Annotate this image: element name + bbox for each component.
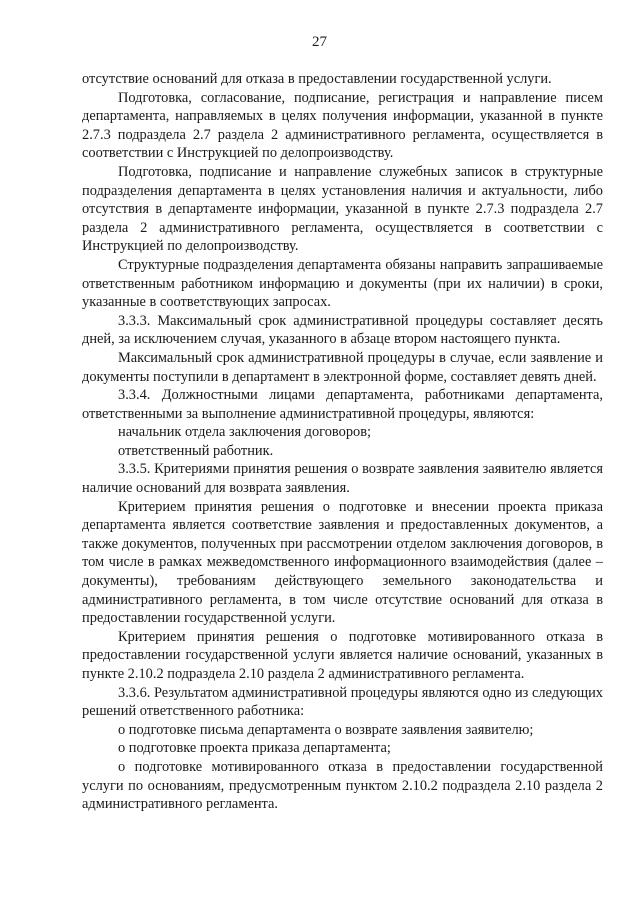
paragraph-13: 3.3.6. Результатом административной процедуры являются одно из следующих решений ответственного работника: — [82, 684, 603, 720]
paragraph-4: Структурные подразделения департамента обязаны направить запрашиваемые ответственным работником информацию и документы (при их наличии) в сроки, указанные в соответствующих запросах. — [82, 256, 603, 311]
paragraph-10: 3.3.5. Критериями принятия решения о возврате заявления заявителю является наличие оснований для возврата заявления. — [82, 461, 603, 497]
paragraph-8: начальник отдела заключения договоров; — [118, 424, 372, 441]
page-number: 27 — [312, 34, 327, 50]
paragraph-15: о подготовке проекта приказа департамента; — [118, 740, 391, 757]
paragraph-6: Максимальный срок административной процедуры в случае, если заявление и документы поступили в департамент в электронной форме, составляет девять дней. — [82, 349, 603, 385]
paragraph-12: Критерием принятия решения о подготовке мотивированного отказа в предоставлении государственной услуги является наличие оснований, указанных в пункте 2.10.2 подраздела 2.10 раздела 2 административного регламента. — [82, 628, 603, 682]
paragraph-16: о подготовке мотивированного отказа в предоставлении государственной услуги по основаниям, предусмотренным пунктом 2.10.2 подраздела 2.10 раздела 2 административного регламента. — [82, 758, 603, 813]
paragraph-3: Подготовка, подписание и направление служебных записок в структурные подразделения департамента в целях установления наличия и актуальности, либо отсутствия в департаменте информации, указанной в пункте 2.7.3 подраздела 2.7 раздела 2 административного регламента, осуществляется в соответствии с Инструкцией по делопроизводству. — [82, 163, 603, 255]
paragraph-11: Критерием принятия решения о подготовке и внесении проекта приказа департамента является соответствие заявления и предоставленных документов, а также документов, полученных при рассмотрении отделом заключения договоров, в том числе в рамках межведомственного информационного взаимодействия (далее – документы), требованиям действующего земельного законодательства и административного регламента, в том числе отсутствие оснований для отказа в предоставлении государственной услуги. — [82, 498, 603, 627]
paragraph-9: ответственный работник. — [118, 442, 274, 459]
paragraph-1: отсутствие оснований для отказа в предоставлении государственной услуги. — [82, 71, 552, 87]
paragraph-14: о подготовке письма департамента о возврате заявления заявителю; — [118, 721, 534, 738]
paragraph-7: 3.3.4. Должностными лицами департамента, работниками департамента, ответственными за выполнение административной процедуры, являются: — [82, 387, 603, 422]
paragraph-5: 3.3.3. Максимальный срок административной процедуры составляет десять дней, за исключением случая, указанного в абзаце втором настоящего пункта. — [82, 312, 603, 348]
paragraph-2: Подготовка, согласование, подписание, регистрация и направление писем департамента, направляемых в целях получения информации, указанной в пункте 2.7.3 подраздела 2.7 раздела 2 административного регламента, осуществляется в соответствии с Инструкцией по делопроизводству. — [82, 89, 603, 162]
document-body — [82, 70, 603, 814]
